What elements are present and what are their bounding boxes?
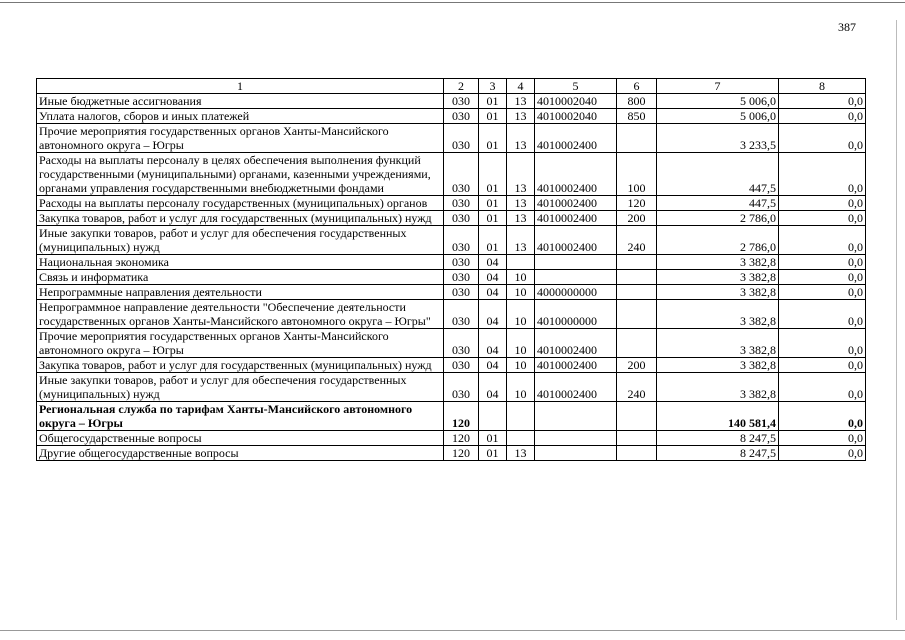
budget-item-name: Прочие мероприятия государственных органов Ханты-Мансийского автономного округа – Югры	[37, 124, 444, 153]
expense-type-code	[617, 270, 657, 285]
target-article-code: 4010002400	[535, 373, 617, 402]
amount-cell-2: 0,0	[779, 153, 866, 196]
section-code: 01	[479, 226, 507, 255]
subsection-code: 13	[507, 226, 535, 255]
amount-cell: 3 382,8	[657, 358, 779, 373]
amount-cell: 447,5	[657, 153, 779, 196]
amount-cell: 8 247,5	[657, 431, 779, 446]
subsection-code: 13	[507, 153, 535, 196]
table-row	[37, 300, 866, 329]
amount-cell: 2 786,0	[657, 211, 779, 226]
admin-code: 030	[444, 153, 479, 196]
amount-cell-2: 0,0	[779, 255, 866, 270]
section-code: 01	[479, 94, 507, 109]
table-row	[37, 255, 866, 270]
table-row	[37, 211, 866, 226]
target-article-code	[535, 402, 617, 431]
amount-cell: 140 581,4	[657, 402, 779, 431]
section-code: 01	[479, 211, 507, 226]
section-code: 01	[479, 153, 507, 196]
target-article-code: 4010002400	[535, 226, 617, 255]
admin-code: 030	[444, 255, 479, 270]
amount-cell-2: 0,0	[779, 270, 866, 285]
scan-border-right	[896, 20, 897, 620]
amount-cell: 3 382,8	[657, 373, 779, 402]
section-code: 04	[479, 255, 507, 270]
scan-border-top	[0, 2, 905, 3]
amount-cell: 3 382,8	[657, 255, 779, 270]
section-code: 04	[479, 329, 507, 358]
budget-item-name: Иные закупки товаров, работ и услуг для обеспечения государственных (муниципальных) нужд	[37, 226, 444, 255]
target-article-code: 4010002400	[535, 124, 617, 153]
amount-cell-2: 0,0	[779, 431, 866, 446]
section-code: 01	[479, 124, 507, 153]
target-article-code: 4010002400	[535, 329, 617, 358]
section-code: 01	[479, 196, 507, 211]
amount-cell-2: 0,0	[779, 446, 866, 461]
header-cell: 2	[444, 79, 479, 94]
subsection-code	[507, 402, 535, 431]
amount-cell: 3 382,8	[657, 329, 779, 358]
table-row	[37, 373, 866, 402]
target-article-code	[535, 446, 617, 461]
amount-cell-2: 0,0	[779, 285, 866, 300]
subsection-code: 13	[507, 109, 535, 124]
amount-cell-2: 0,0	[779, 226, 866, 255]
budget-item-name: Закупка товаров, работ и услуг для государственных (муниципальных) нужд	[37, 358, 444, 373]
amount-cell: 3 382,8	[657, 300, 779, 329]
expense-type-code: 120	[617, 196, 657, 211]
table-row	[37, 329, 866, 358]
section-code	[479, 402, 507, 431]
budget-item-name: Региональная служба по тарифам Ханты-Мансийского автономного округа – Югры	[37, 402, 444, 431]
subsection-code: 13	[507, 196, 535, 211]
subsection-code: 10	[507, 285, 535, 300]
table-row	[37, 358, 866, 373]
budget-item-name: Непрограммные направления деятельности	[37, 285, 444, 300]
section-code: 01	[479, 109, 507, 124]
amount-cell-2: 0,0	[779, 358, 866, 373]
budget-item-name: Национальная экономика	[37, 255, 444, 270]
amount-cell-2: 0,0	[779, 300, 866, 329]
section-code: 04	[479, 285, 507, 300]
expense-type-code	[617, 402, 657, 431]
target-article-code: 4010002400	[535, 211, 617, 226]
admin-code: 030	[444, 94, 479, 109]
target-article-code: 4010002400	[535, 153, 617, 196]
expense-type-code	[617, 285, 657, 300]
header-cell: 7	[657, 79, 779, 94]
subsection-code	[507, 431, 535, 446]
budget-item-name: Закупка товаров, работ и услуг для государственных (муниципальных) нужд	[37, 211, 444, 226]
admin-code: 120	[444, 402, 479, 431]
admin-code: 030	[444, 270, 479, 285]
section-code: 04	[479, 373, 507, 402]
table-row	[37, 196, 866, 211]
amount-cell-2: 0,0	[779, 94, 866, 109]
amount-cell: 8 247,5	[657, 446, 779, 461]
subsection-code: 13	[507, 94, 535, 109]
budget-item-name: Расходы на выплаты персоналу государственных (муниципальных) органов	[37, 196, 444, 211]
amount-cell: 3 382,8	[657, 285, 779, 300]
table-header-row	[37, 79, 866, 94]
budget-table	[36, 78, 866, 461]
table-row	[37, 153, 866, 196]
target-article-code: 4010002400	[535, 358, 617, 373]
admin-code: 030	[444, 285, 479, 300]
target-article-code: 4010000000	[535, 300, 617, 329]
budget-item-name: Прочие мероприятия государственных органов Ханты-Мансийского автономного округа – Югры	[37, 329, 444, 358]
target-article-code: 4010002040	[535, 94, 617, 109]
header-cell: 4	[507, 79, 535, 94]
table-row	[37, 270, 866, 285]
header-cell: 6	[617, 79, 657, 94]
admin-code: 030	[444, 358, 479, 373]
expense-type-code: 200	[617, 358, 657, 373]
header-cell: 3	[479, 79, 507, 94]
table-row	[37, 94, 866, 109]
budget-item-name: Связь и информатика	[37, 270, 444, 285]
expense-type-code	[617, 255, 657, 270]
section-code: 04	[479, 270, 507, 285]
amount-cell: 447,5	[657, 196, 779, 211]
subsection-code	[507, 255, 535, 270]
target-article-code: 4010002040	[535, 109, 617, 124]
admin-code: 120	[444, 446, 479, 461]
amount-cell-2: 0,0	[779, 124, 866, 153]
target-article-code: 4000000000	[535, 285, 617, 300]
expense-type-code: 200	[617, 211, 657, 226]
expense-type-code: 850	[617, 109, 657, 124]
scan-border-bottom	[0, 630, 905, 631]
amount-cell: 5 006,0	[657, 94, 779, 109]
target-article-code: 4010002400	[535, 196, 617, 211]
budget-item-name: Непрограммное направление деятельности "Обеспечение деятельности государственных органов Ханты-Мансийского автономного округа – Югры"	[37, 300, 444, 329]
table-row	[37, 109, 866, 124]
budget-item-name: Уплата налогов, сборов и иных платежей	[37, 109, 444, 124]
table-row	[37, 285, 866, 300]
target-article-code	[535, 270, 617, 285]
subsection-code: 13	[507, 446, 535, 461]
expense-type-code: 800	[617, 94, 657, 109]
expense-type-code: 240	[617, 226, 657, 255]
expense-type-code	[617, 446, 657, 461]
admin-code: 030	[444, 226, 479, 255]
amount-cell-2: 0,0	[779, 329, 866, 358]
amount-cell: 2 786,0	[657, 226, 779, 255]
section-code: 01	[479, 431, 507, 446]
table-row	[37, 124, 866, 153]
header-cell: 1	[37, 79, 444, 94]
admin-code: 030	[444, 109, 479, 124]
budget-item-name: Общегосударственные вопросы	[37, 431, 444, 446]
budget-item-name: Расходы на выплаты персоналу в целях обеспечения выполнения функций государственными (муниципальными) органами, казенными учреждениями, органами управления государственными внебюджетными фондами	[37, 153, 444, 196]
admin-code: 030	[444, 373, 479, 402]
amount-cell-2: 0,0	[779, 196, 866, 211]
admin-code: 030	[444, 300, 479, 329]
page-number: 387	[838, 20, 856, 34]
budget-item-name: Иные закупки товаров, работ и услуг для обеспечения государственных (муниципальных) нужд	[37, 373, 444, 402]
amount-cell-2: 0,0	[779, 109, 866, 124]
subsection-code: 10	[507, 270, 535, 285]
admin-code: 030	[444, 329, 479, 358]
amount-cell-2: 0,0	[779, 211, 866, 226]
expense-type-code	[617, 300, 657, 329]
admin-code: 030	[444, 124, 479, 153]
admin-code: 030	[444, 211, 479, 226]
subsection-code: 10	[507, 300, 535, 329]
expense-type-code: 100	[617, 153, 657, 196]
target-article-code	[535, 431, 617, 446]
header-cell: 8	[779, 79, 866, 94]
budget-item-name: Другие общегосударственные вопросы	[37, 446, 444, 461]
amount-cell: 3 233,5	[657, 124, 779, 153]
table-row	[37, 402, 866, 431]
amount-cell: 5 006,0	[657, 109, 779, 124]
subsection-code: 13	[507, 124, 535, 153]
target-article-code	[535, 255, 617, 270]
expense-type-code	[617, 329, 657, 358]
table-body	[37, 94, 866, 461]
subsection-code: 10	[507, 358, 535, 373]
expense-type-code	[617, 431, 657, 446]
table-row	[37, 431, 866, 446]
subsection-code: 13	[507, 211, 535, 226]
amount-cell-2: 0,0	[779, 402, 866, 431]
amount-cell-2: 0,0	[779, 373, 866, 402]
subsection-code: 10	[507, 373, 535, 402]
section-code: 04	[479, 358, 507, 373]
table-row	[37, 446, 866, 461]
expense-type-code	[617, 124, 657, 153]
expense-type-code: 240	[617, 373, 657, 402]
section-code: 04	[479, 300, 507, 329]
amount-cell: 3 382,8	[657, 270, 779, 285]
header-cell: 5	[535, 79, 617, 94]
subsection-code: 10	[507, 329, 535, 358]
section-code: 01	[479, 446, 507, 461]
admin-code: 120	[444, 431, 479, 446]
admin-code: 030	[444, 196, 479, 211]
budget-item-name: Иные бюджетные ассигнования	[37, 94, 444, 109]
table-row	[37, 226, 866, 255]
